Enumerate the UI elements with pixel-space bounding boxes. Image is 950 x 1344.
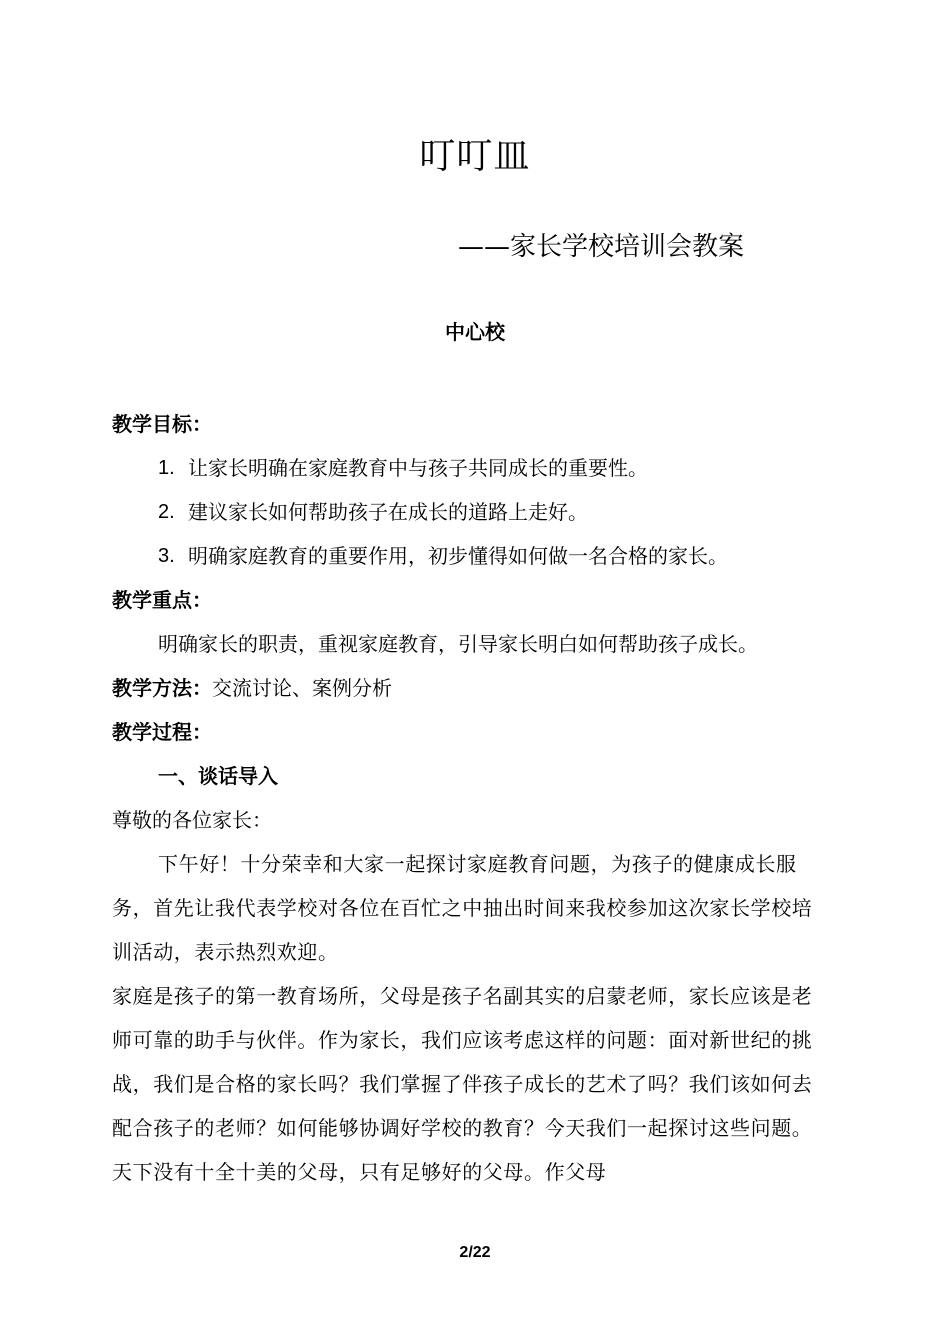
focus-text: 明确家长的职责，重视家庭教育，引导家长明白如何帮助孩子成长。 [158, 632, 758, 656]
document-title: 叮叮皿 [419, 136, 531, 177]
school-name: 中心校 [445, 320, 505, 344]
document-body [112, 402, 832, 1194]
goal-number: 1. [158, 457, 175, 479]
goal-text: 让家长明确在家庭教育中与孩子共同成长的重要性。 [188, 456, 648, 480]
section-heading: 一、谈话导入 [158, 764, 278, 788]
goal-item [112, 534, 832, 578]
paragraph: 家庭是孩子的第一教育场所，父母是孩子名副其实的启蒙老师，家长应该是老师可靠的助手与伙伴。作为家长，我们应该考虑这样的问题：面对新世纪的挑战，我们是合格的家长吗？我们掌握了伴孩子成长的艺术了吗？我们该如何去配合孩子的老师？如何能够协调好学校的教育？今天我们一起探讨这些问题。天下没有十全十美的父母，只有足够好的父母。作父母 [112, 984, 813, 1184]
process-label: 教学过程： [112, 720, 212, 744]
goals-label: 教学目标： [112, 412, 212, 436]
method-text: 交流讨论、案例分析 [212, 676, 392, 700]
goal-number: 2. [158, 501, 175, 523]
page-number: 2/22 [459, 1244, 491, 1261]
paragraph: 下午好！十分荣幸和大家一起探讨家庭教育问题，为孩子的健康成长服务，首先让我代表学校对各位在百忙之中抽出时间来我校参加这次家长学校培训活动，表示热烈欢迎。 [112, 852, 813, 964]
goal-item [112, 490, 832, 534]
document-subtitle: ——家长学校培训会教案 [458, 232, 745, 262]
method-line [112, 666, 832, 710]
method-label: 教学方法： [112, 676, 212, 700]
goal-item [112, 446, 832, 490]
goal-number: 3. [158, 545, 175, 567]
greeting: 尊敬的各位家长： [112, 808, 272, 832]
focus-label: 教学重点： [112, 588, 212, 612]
goal-text: 建议家长如何帮助孩子在成长的道路上走好。 [188, 500, 588, 524]
goal-text: 明确家庭教育的重要作用，初步懂得如何做一名合格的家长。 [188, 544, 728, 568]
